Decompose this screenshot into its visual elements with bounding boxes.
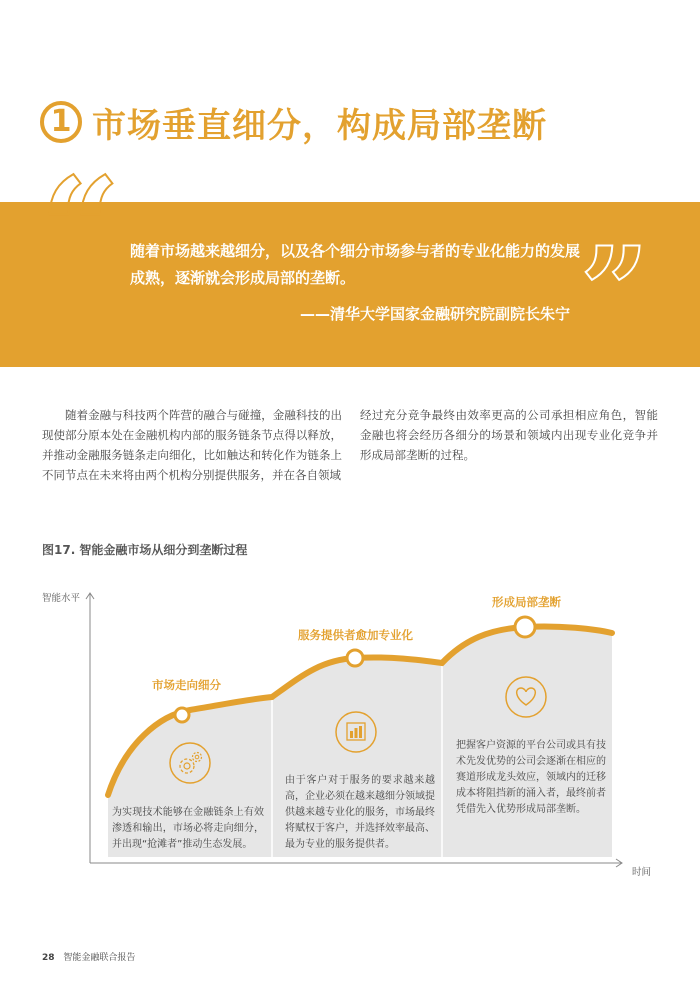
- milestone-dot-2: [347, 650, 363, 666]
- quote-text: 随着市场越来越细分，以及各个细分市场参与者的专业化能力的发展成熟，逐渐就会形成局部的垄断。: [130, 242, 581, 287]
- milestone-dot-3: [515, 617, 535, 637]
- milestone-dot-1: [175, 708, 189, 722]
- body-paragraph-left: 随着金融与科技两个阵营的融合与碰撞，金融科技的出现使部分原本处在金融机构内部的服务链条节点得以释放，并推动金融服务链条走向细化，比如触达和转化作为链条上不同节点在未来将由两个机构分别提供服务，并在各自领域: [42, 408, 342, 482]
- y-axis-label: 智能水平: [42, 593, 81, 604]
- stage-description-1: 为实现技术能够在金融链条上有效渗透和输出，市场必将走向细分，并出现“抢滩者”推动生态发展。: [112, 807, 264, 850]
- stage-label-2: 服务提供者愈加专业化: [298, 628, 413, 642]
- body-paragraph-right: 经过充分竞争最终由效率更高的公司承担相应角色，智能金融也将会经历各细分的场景和领域内出现专业化竞争并形成局部垄断的过程。: [360, 408, 658, 462]
- page-title: [40, 92, 547, 152]
- stage-label-1: 市场走向细分: [152, 678, 221, 692]
- stage-description-2: 由于客户对于服务的要求越来越高，企业必须在越来越细分领域提供越来越专业化的服务，市场最终将赋权于客户，并选择效率最高、最为专业的服务提供者。: [285, 775, 435, 850]
- section-title-text: 市场垂直细分，构成局部垄断: [92, 105, 547, 146]
- x-axis-label: 时间: [632, 867, 652, 878]
- figure-caption: 图17. 智能金融市场从细分到垄断过程: [42, 543, 248, 557]
- open-quote-icon: “: [40, 148, 121, 312]
- page-number: 28: [42, 953, 55, 963]
- stage-label-3: 形成局部垄断: [492, 595, 561, 609]
- quote-author: ——清华大学国家金融研究院副院长朱宁: [299, 305, 570, 323]
- page-footer: [42, 950, 135, 963]
- close-quote-icon: ”: [580, 221, 650, 362]
- section-number-badge: 1: [40, 101, 82, 143]
- report-title: 智能金融联合报告: [63, 953, 136, 963]
- stage-description-3: 把握客户资源的平台公司或具有技术先发优势的公司会逐渐在相应的赛道形成龙头效应，领域内的迁移成本将阻挡新的涌入者，最终前者凭借先入优势形成局部垄断。: [456, 740, 606, 815]
